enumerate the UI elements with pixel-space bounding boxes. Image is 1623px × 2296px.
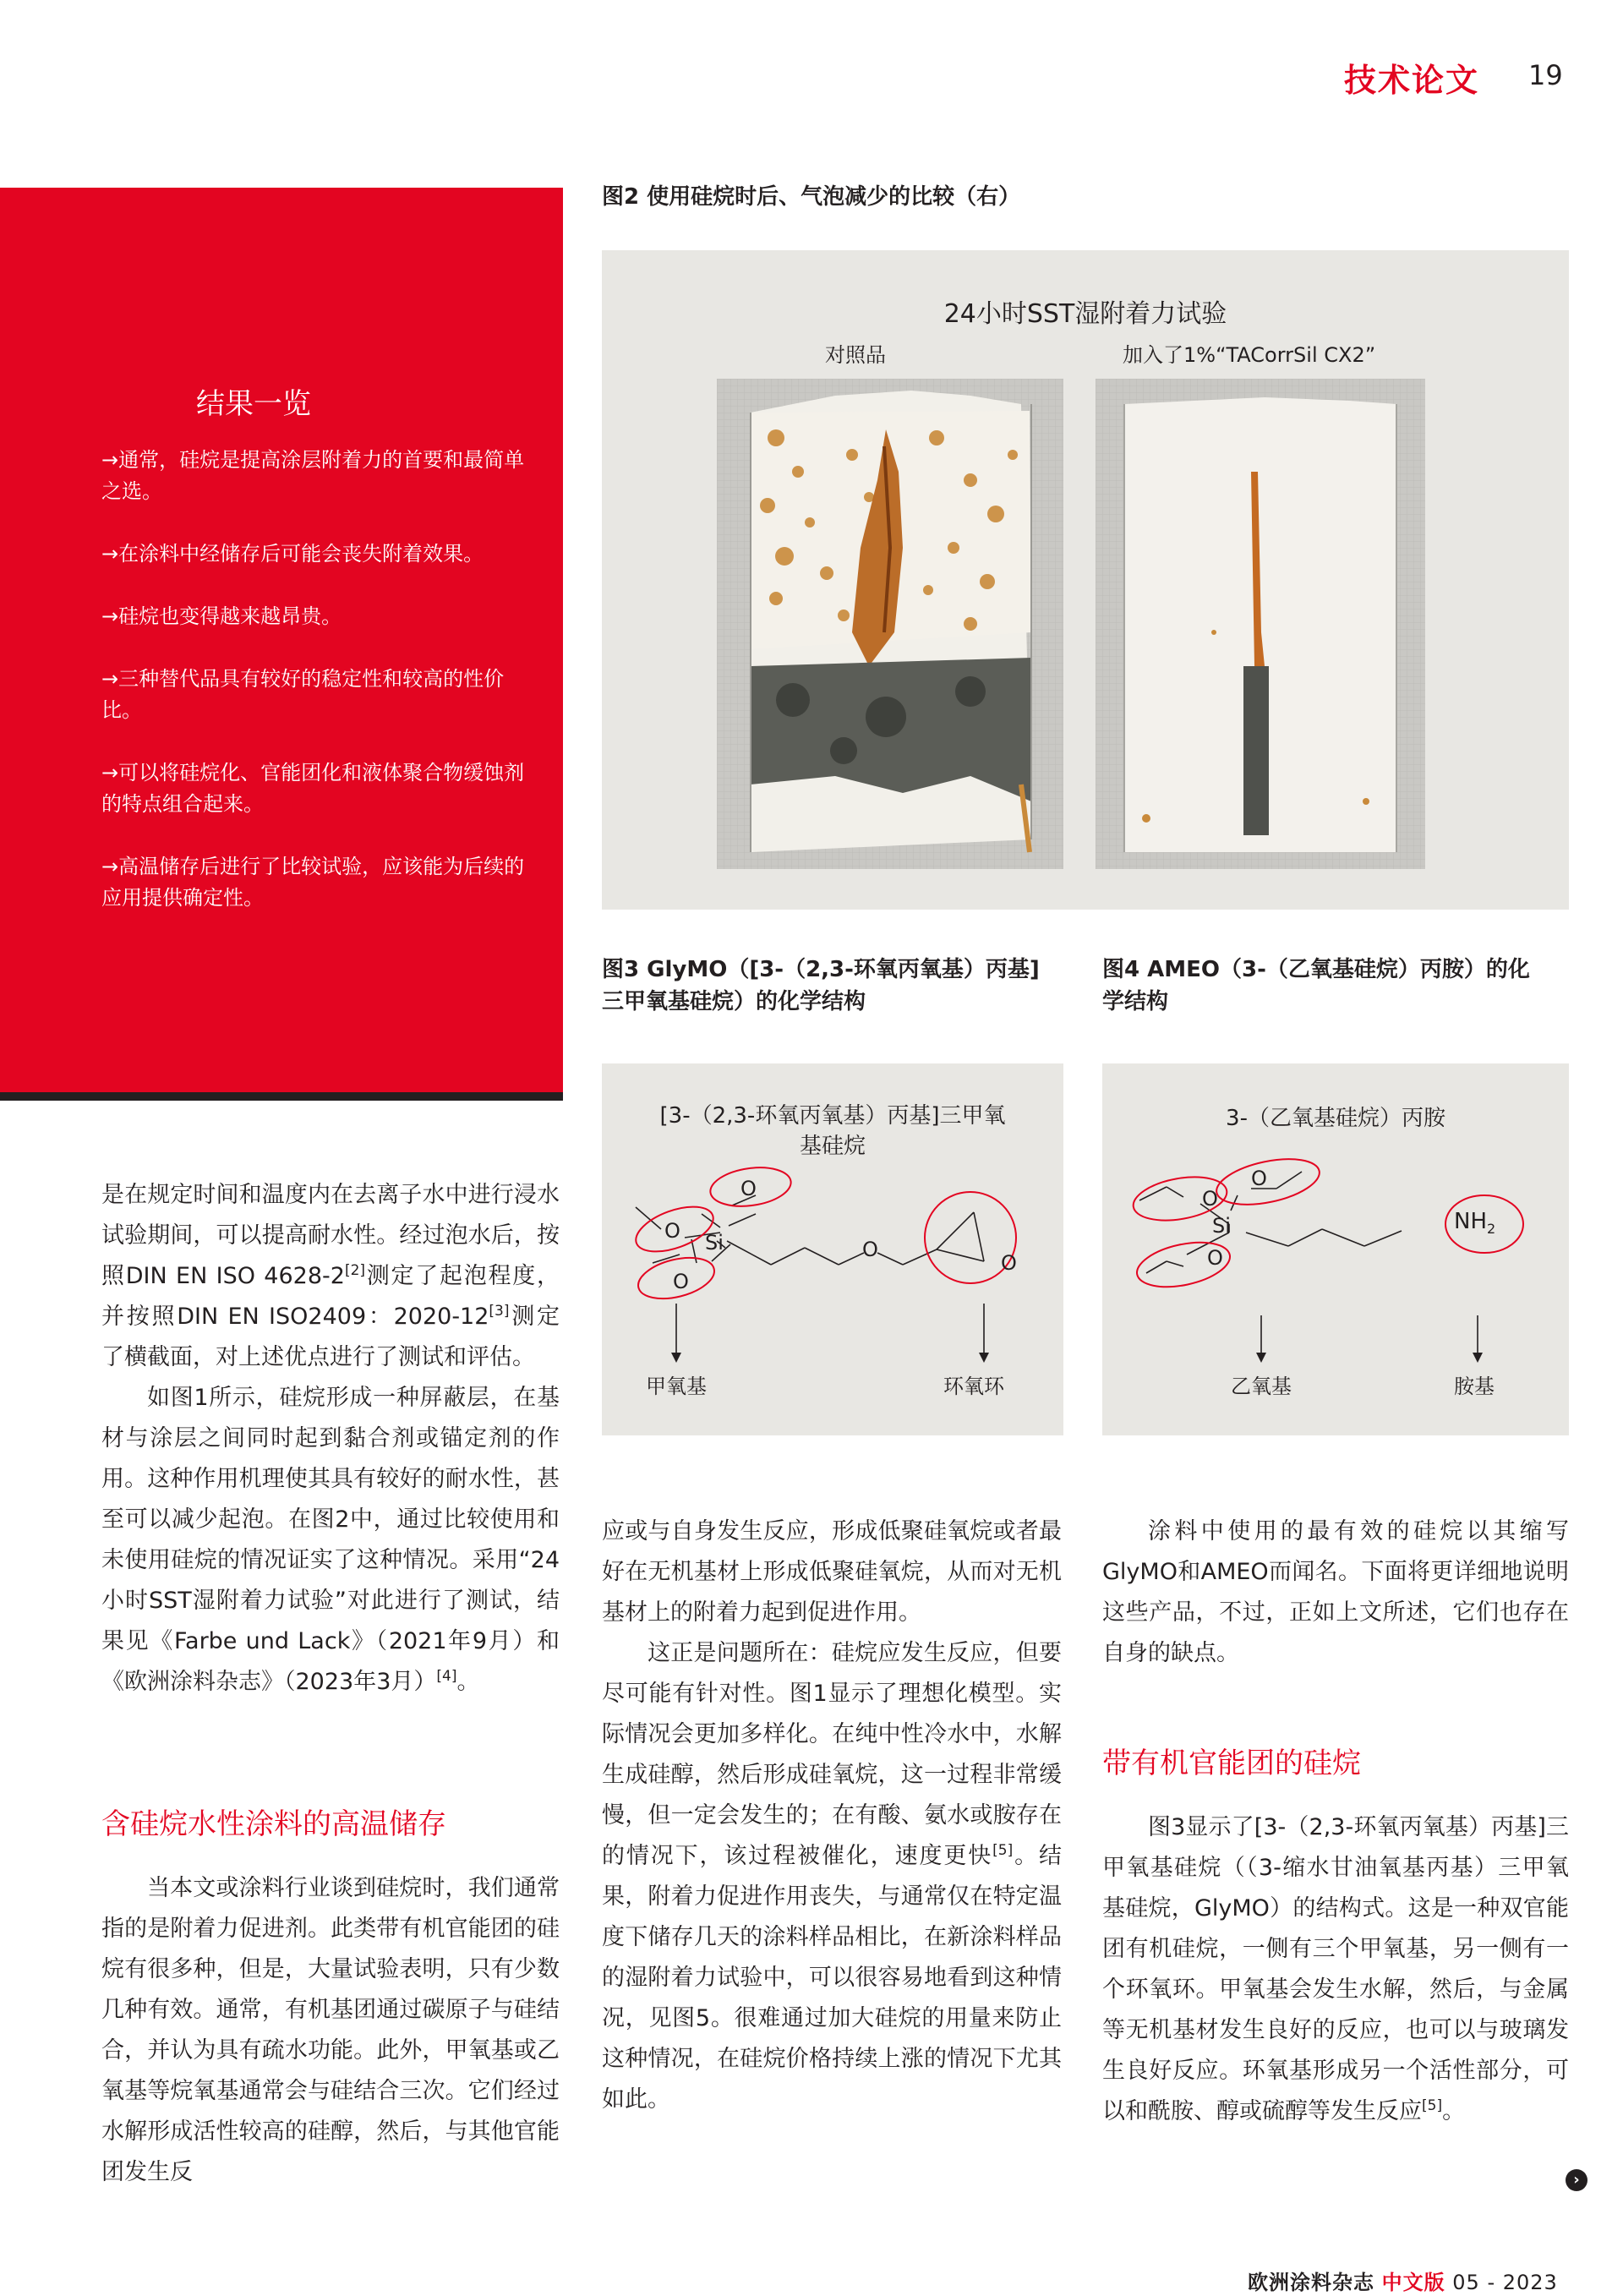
fig2-panel xyxy=(602,250,1569,910)
ameo-o-1: O xyxy=(1202,1187,1218,1211)
col2-paragraph-1: 应或与自身发生反应，形成低聚硅氧烷或者最好在无机基材上形成低聚硅氧烷，从而对无机基材上的附着力起到促进作用。 xyxy=(602,1518,1062,1626)
glymo-si: Si xyxy=(705,1231,724,1255)
epoxy-ring-label: 环氧环 xyxy=(943,1375,1004,1398)
footer-magazine: 欧洲涂料杂志 xyxy=(1248,2271,1374,2294)
column-3-lower xyxy=(1102,1807,1569,2132)
amine-label: 胺基 xyxy=(1454,1375,1495,1398)
ameo-nh2 xyxy=(1454,1209,1495,1237)
continue-arrow-icon: › xyxy=(1566,2169,1587,2191)
fig3-caption-line2: 三甲氧基硅烷）的化学结构 xyxy=(602,989,866,1014)
summary-item: →通常，硅烷是提高涂层附着力的首要和最简单之选。 xyxy=(101,448,525,503)
glymo-o-3: O xyxy=(673,1270,689,1293)
glymo-o-4: O xyxy=(862,1238,878,1261)
glymo-o-1: O xyxy=(664,1219,680,1243)
ameo-nh-sub: 2 xyxy=(1487,1221,1496,1238)
col1-paragraph-1 xyxy=(101,1175,560,1378)
fig3-title-line2: 基硅烷 xyxy=(799,1134,866,1159)
col2-p2-a: 这正是问题所在：硅烷应发生反应，但要尽可能有针对性。图1显示了理想化模型。实际情况会更加多样化。在纯中性冷水中，水解生成硅醇，然后形成硅氧烷，这一过程非常缓慢，但一定会发生的；在有酸、氨水或胺存在的情况下，该过程被催化，速度更快 xyxy=(602,1640,1062,1869)
ameo-o-2: O xyxy=(1251,1167,1267,1190)
col1-p1-b: 测定了起泡程度，并按照DIN EN ISO2409：2020-12 xyxy=(101,1263,560,1330)
summary-item: →硅烷也变得越来越昂贵。 xyxy=(101,604,342,628)
fig2-right-label: 加入了1%“TACorrSil CX2” xyxy=(1123,343,1376,367)
ameo-structure xyxy=(1102,1063,1569,1435)
heading-high-temp-storage: 含硅烷水性涂料的高温储存 xyxy=(101,1807,446,1841)
footer-edition: 中文版 xyxy=(1381,2271,1445,2294)
col2-paragraph-2 xyxy=(602,1633,1062,2120)
col1-paragraph-2 xyxy=(101,1378,560,1703)
fig2-caption: 图2 使用硅烷时后、气泡减少的比较（右） xyxy=(602,184,1021,210)
summary-item: →高温储存后进行了比较试验，应该能为后续的应用提供确定性。 xyxy=(101,855,525,910)
fig3-caption-line1: 图3 GlyMO（[3-（2,3-环氧丙氧基）丙基] xyxy=(602,957,1040,982)
col1-paragraph-3: 当本文或涂料行业谈到硅烷时，我们通常指的是附着力促进剂。此类带有机官能团的硅烷有很多种，但是，大量试验表明，只有少数几种有效。通常，有机基团通过碳原子与硅结合，并认为具有疏水功能。此外，甲氧基或乙氧基等烷氧基通常会与硅结合三次。它们经过水解形成活性较高的硅醇，然后，与其他官能团发生反 xyxy=(101,1875,560,2185)
fig3-title-line1: [3-（2,3-环氧丙氧基）丙基]三甲氧 xyxy=(659,1103,1006,1129)
ethoxy-label: 乙氧基 xyxy=(1231,1375,1292,1398)
ameo-o-3: O xyxy=(1207,1246,1223,1270)
glymo-o-2: O xyxy=(740,1177,757,1200)
control-panel-photo xyxy=(717,379,1063,869)
fig4-panel xyxy=(1102,1063,1569,1435)
results-summary-title: 结果一览 xyxy=(196,387,311,421)
ref-2: [2] xyxy=(344,1262,366,1279)
ref-5b: [5] xyxy=(1422,2097,1443,2114)
col2-p2-b: 。结果，附着力促进作用丧失，与通常仅在特定温度下储存几天的涂料样品相比，在新涂料样品的湿附着力试验中，可以很容易地看到这种情况，见图5。很难通过加大硅烷的用量来防止这种情况，在硅烷价格持续上涨的情况下尤其如此。 xyxy=(602,1843,1063,2113)
col1-p2: 如图1所示，硅烷形成一种屏蔽层，在基材与涂层之间同时起到黏合剂或锚定剂的作用。这种作用机理使其具有较好的耐水性，甚至可以减少起泡。在图2中，通过比较使用和未使用硅烷的情况证实了这种情况。采用“24小时SST湿附着力试验”对此进行了测试，结果见《Farbe und Lack》（2021年9月）和《欧洲涂料杂志》（2023年3月） xyxy=(101,1385,560,1695)
section-label: 技术论文 xyxy=(1344,62,1480,99)
ameo-si: Si xyxy=(1212,1214,1231,1238)
fig3-panel xyxy=(602,1063,1063,1435)
footer xyxy=(1248,2266,1558,2295)
tacorrsil-panel-photo xyxy=(1096,379,1425,869)
heading-organofunctional-silanes: 带有机官能团的硅烷 xyxy=(1102,1747,1361,1780)
column-1-lower xyxy=(101,1868,560,2193)
column-1 xyxy=(101,1175,560,1703)
page-number: 19 xyxy=(1528,59,1563,91)
col3-paragraph-2 xyxy=(1102,1807,1569,2132)
column-3 xyxy=(1102,1512,1569,1674)
ameo-nh: NH xyxy=(1454,1209,1487,1234)
ref-3: [3] xyxy=(489,1303,510,1320)
summary-item: →三种替代品具有较好的稳定性和较高的性价比。 xyxy=(101,667,505,722)
fig4-caption-line1: 图4 AMEO（3-（乙氧基硅烷）丙胺）的化 xyxy=(1102,957,1530,982)
glymo-o-5: O xyxy=(1001,1251,1017,1275)
fig2-title: 24小时SST湿附着力试验 xyxy=(943,299,1227,329)
col1-p1-a: 是在规定时间和温度内在去离子水中进行浸水试验期间，可以提高耐水性。经过泡水后，按照DIN EN ISO 4628-2 xyxy=(101,1182,560,1289)
summary-item: →可以将硅烷化、官能团化和液体聚合物缓蚀剂的特点组合起来。 xyxy=(101,761,525,816)
col3-p2: 图3显示了[3-（2,3-环氧丙氧基）丙基]三甲氧基硅烷（（3-缩水甘油氧基丙基）三甲氧基硅烷，GlyMO）的结构式。这是一种双官能团有机硅烷，一侧有三个甲氧基，另一侧有一个环氧环。甲氧基会发生水解，然后，与金属等无机基材发生良好的反应，也可以与玻璃发生良好反应。环氧基形成另一个活性部分，可以和酰胺、醇或硫醇等发生反应 xyxy=(1102,1814,1569,2124)
fig4-caption-line2: 学结构 xyxy=(1102,989,1169,1014)
results-summary-list xyxy=(101,445,541,945)
summary-item: →在涂料中经储存后可能会丧失附着效果。 xyxy=(101,542,484,566)
fig2-left-label: 对照品 xyxy=(825,343,886,367)
methoxy-label: 甲氧基 xyxy=(646,1375,707,1398)
fig4-title: 3-（乙氧基硅烷）丙胺 xyxy=(1226,1106,1445,1131)
col3-paragraph-1: 涂料中使用的最有效的硅烷以其缩写GlyMO和AMEO而闻名。下面将更详细地说明这些产品，不过，正如上文所述，它们也存在自身的缺点。 xyxy=(1102,1518,1569,1666)
footer-issue: 05 - 2023 xyxy=(1452,2271,1558,2294)
ref-5: [5] xyxy=(992,1842,1014,1859)
col3-p2-end: 。 xyxy=(1442,2098,1466,2124)
ref-4: [4] xyxy=(436,1668,457,1685)
col1-p1-c: 测定了横截面，对上述优点进行了测试和评估。 xyxy=(101,1304,560,1370)
column-2 xyxy=(602,1512,1062,2120)
col1-p2-end: 。 xyxy=(456,1669,480,1695)
